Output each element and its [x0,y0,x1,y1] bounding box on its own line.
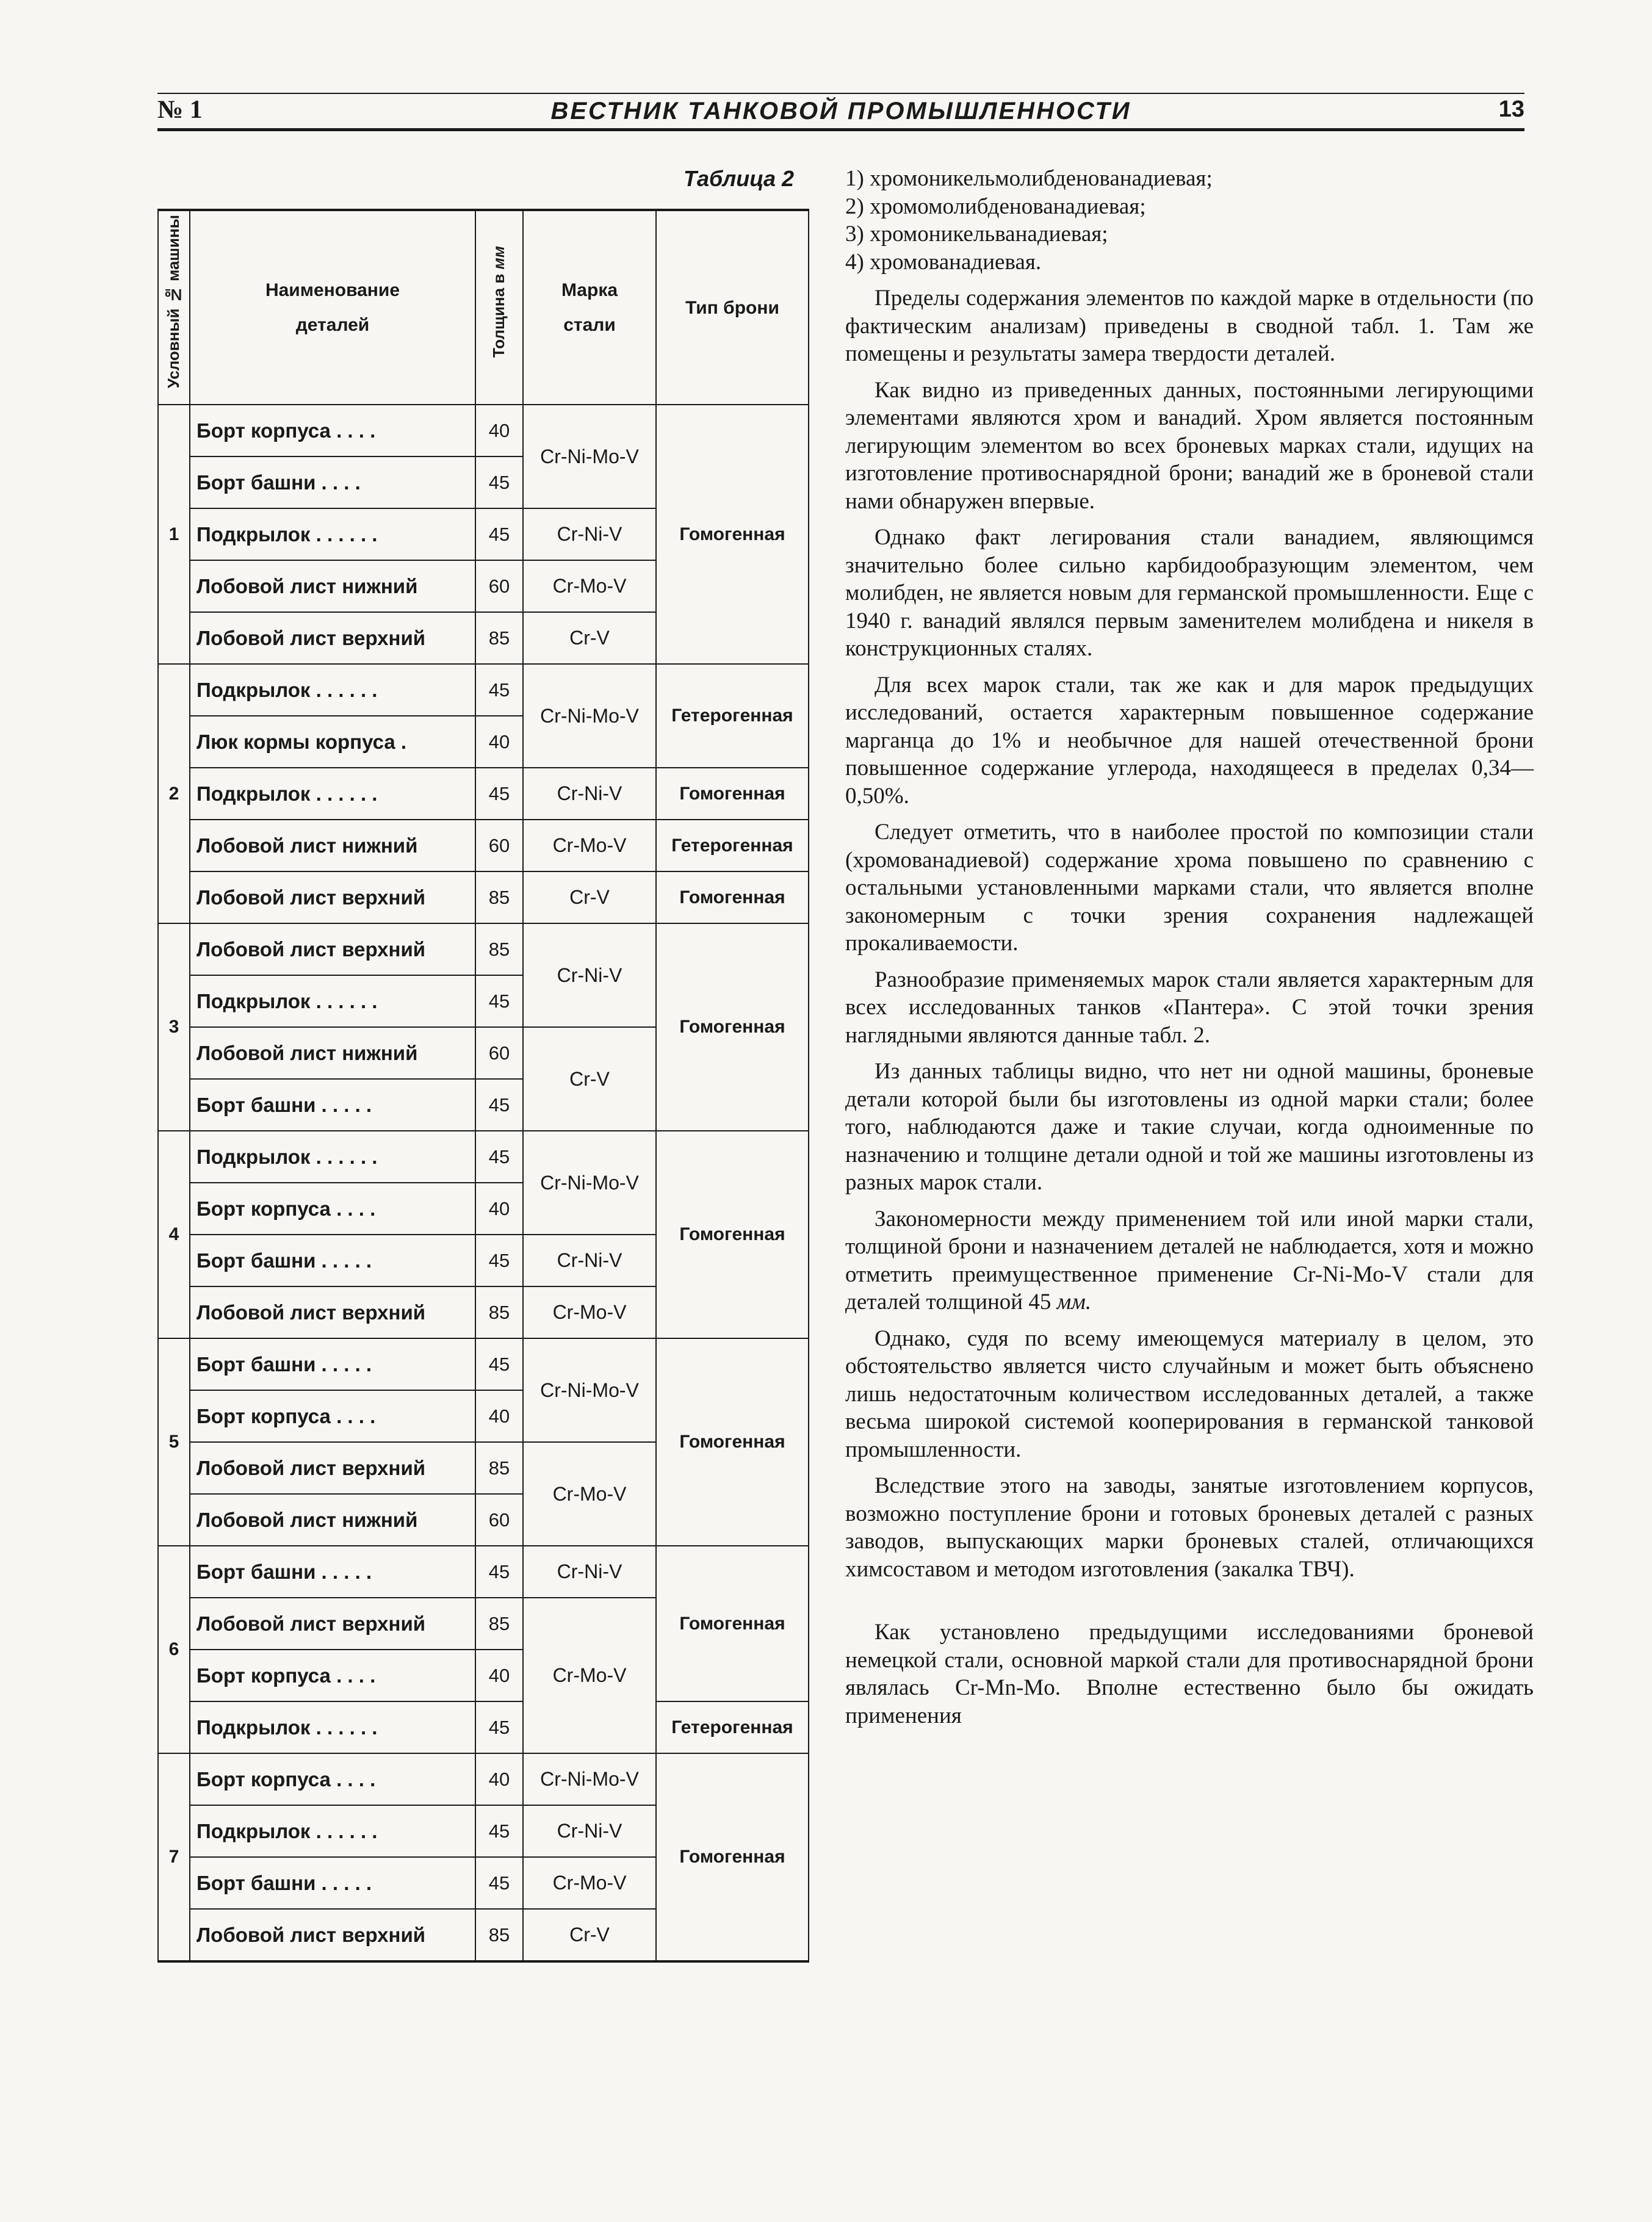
part-name: Лобовой лист верхний [190,871,475,923]
thickness-value: 45 [475,456,523,508]
machine-number: 3 [158,923,190,1131]
part-name: Борт корпуса . . . . [190,405,475,456]
table-row [158,1753,809,1805]
paragraph: Следует отметить, что в наиболее простой по композиции стали (хромованадиевой) содержание хрома повышено по сравнению с остальными установленными марками стали, что является вполне закономерным с точки зрения сохранения надлежащей прокаливаемости. [845,820,1534,956]
thickness-value: 45 [475,1079,523,1131]
thickness-value: 40 [475,1753,523,1805]
thickness-value: 45 [475,1338,523,1390]
steel-grade: Cr-Ni-Mo-V [523,664,656,768]
paragraph: Разнообразие применяемых марок стали является характерным для всех исследованных танков «Пантера». С этой точки зрения наглядными являются данные табл. 2. [845,967,1534,1048]
paragraph: Как видно из приведенных данных, постоянными легирующими элементами являются хром и ванадий. Хром является постоянным легирующим элементом во всех броневых марках стали, идущих на изготовление противоснарядной брони; ванадий же в броневой стали нами обнаружен впервые. [845,377,1534,514]
armor-type: Гомогенная [656,871,809,923]
thickness-value: 60 [475,560,523,612]
list-item: 1) хромоникельмолибденованадиевая; [845,166,1213,191]
thickness-value: 40 [475,1183,523,1235]
table-row [158,664,809,716]
steel-grade: Cr-Mo-V [523,1442,656,1546]
paragraph: Из данных таблицы видно, что нет ни одной машины, броневые детали которой были бы изготовлены из одной марки стали; более того, наблюдаются даже и такие случаи, когда одноименные по назначению и толщине детали одной и той же машины изготовлены из разных марок стали. [845,1059,1534,1195]
paragraph: Закономерности между применением той или иной марки стали, толщиной брони и назначением деталей не наблюдается, хотя и можно отметить преимущественное применение Cr-Ni-Mo-V стали для деталей толщиной 45 мм. [845,1206,1534,1315]
thickness-value: 45 [475,768,523,820]
part-name: Лобовой лист верхний [190,1598,475,1650]
machine-number: 4 [158,1131,190,1338]
part-name: Подкрылок . . . . . . [190,1131,475,1183]
machine-number: 2 [158,664,190,923]
part-name: Борт башни . . . . . [190,1079,475,1131]
thickness-value: 45 [475,664,523,716]
steel-grade: Cr-Ni-V [523,1546,656,1598]
armor-type: Гомогенная [656,923,809,1131]
column-header-machine-no: Условный № машины [158,210,190,405]
steel-grade: Cr-V [523,871,656,923]
part-name: Лобовой лист верхний [190,1286,475,1338]
thickness-value: 60 [475,1494,523,1546]
steel-grade: Cr-Mo-V [523,1598,656,1753]
part-name: Подкрылок . . . . . . [190,1805,475,1857]
thickness-value: 40 [475,1390,523,1442]
steel-grade: Cr-Ni-Mo-V [523,1753,656,1805]
armor-type: Гомогенная [656,1546,809,1701]
thickness-value: 85 [475,923,523,975]
part-name: Борт башни . . . . . [190,1857,475,1909]
part-name: Лобовой лист верхний [190,1909,475,1961]
machine-number: 5 [158,1338,190,1546]
part-name: Подкрылок . . . . . . [190,768,475,820]
part-name: Борт башни . . . . . [190,1338,475,1390]
thickness-value: 45 [475,1805,523,1857]
armor-type: Гомогенная [656,1338,809,1546]
thickness-value: 45 [475,1546,523,1598]
machine-number: 7 [158,1753,190,1961]
table-row [158,405,809,456]
machine-number: 1 [158,405,190,664]
part-name: Подкрылок . . . . . . [190,1701,475,1753]
table-row [158,820,809,871]
armor-type: Гетерогенная [656,664,809,768]
part-name: Лобовой лист нижний [190,1494,475,1546]
thickness-value: 45 [475,1701,523,1753]
part-name: Борт башни . . . . [190,456,475,508]
steel-grade: Cr-Ni-V [523,1235,656,1286]
steel-grade: Cr-Ni-Mo-V [523,405,656,508]
table-row [158,1338,809,1390]
thickness-value: 40 [475,716,523,768]
part-name: Борт корпуса . . . . [190,1753,475,1805]
armor-type: Гомогенная [656,405,809,664]
thickness-value: 45 [475,1235,523,1286]
issue-number: № 1 [157,96,203,124]
journal-title: ВЕСТНИК ТАНКОВОЙ ПРОМЫШЛЕННОСТИ [550,98,1131,124]
part-name: Лобовой лист верхний [190,923,475,975]
table-row [158,768,809,820]
steel-grade: Cr-V [523,1909,656,1961]
machine-number: 6 [158,1546,190,1753]
table-row [158,1131,809,1183]
steel-grade: Cr-Ni-V [523,768,656,820]
thickness-value: 60 [475,820,523,871]
thickness-value: 40 [475,1650,523,1701]
thickness-value: 85 [475,1442,523,1494]
part-name: Лобовой лист нижний [190,560,475,612]
table-row [158,1701,809,1753]
thickness-value: 85 [475,871,523,923]
table-row [158,871,809,923]
part-name: Борт башни . . . . . [190,1235,475,1286]
armor-type: Гетерогенная [656,1701,809,1753]
paragraph: Как установлено предыдущими исследованиями броневой немецкой стали, основной маркой стали для противоснарядной брони являлась Cr-Mn-Mo. Вполне естественно было бы ожидать применения [845,1620,1534,1728]
armor-type: Гетерогенная [656,820,809,871]
table-caption: Таблица 2 [684,166,795,191]
steel-grade: Cr-Ni-V [523,508,656,560]
steel-grade: Cr-V [523,1027,656,1131]
running-header [157,90,1524,133]
part-name: Лобовой лист нижний [190,820,475,871]
steel-grade: Cr-Mo-V [523,1286,656,1338]
part-name: Лобовой лист верхний [190,1442,475,1494]
part-name: Люк кормы корпуса . [190,716,475,768]
part-name: Лобовой лист верхний [190,612,475,664]
article-text-column [845,165,1534,1730]
paragraph: Для всех марок стали, так же как и для марок предыдущих исследований, остается характерным повышенное содержание марганца до 1% и необычное для нашей отечественной брони повышенное содержание углерода, находящееся в пределах 0,34—0,50%. [845,672,1534,809]
list-item: 4) хромованадиевая. [845,249,1042,275]
part-name: Подкрылок . . . . . . [190,664,475,716]
steel-grade: Cr-Ni-Mo-V [523,1131,656,1235]
part-name: Лобовой лист нижний [190,1027,475,1079]
steel-grade-list [845,165,1534,276]
paragraph: Однако факт легирования стали ванадием, являющимся значительно более сильно карбидообразующим элементом, чем молибден, не является новым для германской промышленности. Еще с 1940 г. ванадий являлся первым заменителем молибдена и никеля в конструкционных сталях. [845,525,1534,661]
column-header-thickness: Толщина в мм [475,210,523,405]
table-row [158,1546,809,1598]
list-item: 2) хромомолибденованадиевая; [845,193,1146,219]
column-header-armor-type: Тип брони [656,210,809,405]
thickness-value: 45 [475,1131,523,1183]
column-header-part: Наименование деталей [190,210,475,405]
thickness-value: 85 [475,612,523,664]
page-number: 13 [1498,96,1524,122]
thickness-value: 60 [475,1027,523,1079]
armor-steel-table [157,209,809,1963]
part-name: Борт башни . . . . . [190,1546,475,1598]
column-header-steel: Марка стали [523,210,656,405]
thickness-value: 45 [475,508,523,560]
part-name: Борт корпуса . . . . [190,1183,475,1235]
table-row [158,923,809,975]
thickness-value: 45 [475,1857,523,1909]
part-name: Подкрылок . . . . . . [190,975,475,1027]
thickness-value: 85 [475,1598,523,1650]
thickness-value: 85 [475,1909,523,1961]
paragraph: Однако, судя по всему имеющемуся материалу в целом, это обстоятельство является чисто случайным и может быть объяснено лишь недостаточным количеством исследованных деталей, а также весьма широкой системой кооперирования в германской танковой промышленности. [845,1326,1534,1462]
steel-grade: Cr-Mo-V [523,1857,656,1909]
steel-grade: Cr-Mo-V [523,560,656,612]
steel-grade: Cr-Mo-V [523,820,656,871]
part-name: Борт корпуса . . . . [190,1390,475,1442]
steel-grade: Cr-Ni-V [523,1805,656,1857]
steel-grade: Cr-Ni-Mo-V [523,1338,656,1442]
part-name: Борт корпуса . . . . [190,1650,475,1701]
armor-type: Гомогенная [656,768,809,820]
thickness-value: 85 [475,1286,523,1338]
steel-grade: Cr-Ni-V [523,923,656,1027]
steel-grade: Cr-V [523,612,656,664]
paragraph: Пределы содержания элементов по каждой марке в отдельности (по фактическим анализам) приведены в сводной табл. 1. Там же помещены и результаты замера твердости деталей. [845,286,1534,366]
table-header-row [158,210,809,405]
armor-type: Гомогенная [656,1753,809,1961]
thickness-value: 45 [475,975,523,1027]
header-rule [157,128,1524,131]
part-name: Подкрылок . . . . . . [190,508,475,560]
paragraph: Вследствие этого на заводы, занятые изготовлением корпусов, возможно поступление брони и готовых броневых деталей с разных заводов, выпускающих марки броневых сталей, отличающихся химсоставом и методом изготовления (закалка ТВЧ). [845,1473,1534,1582]
armor-type: Гомогенная [656,1131,809,1338]
thickness-value: 40 [475,405,523,456]
list-item: 3) хромоникельванадиевая; [845,222,1108,247]
